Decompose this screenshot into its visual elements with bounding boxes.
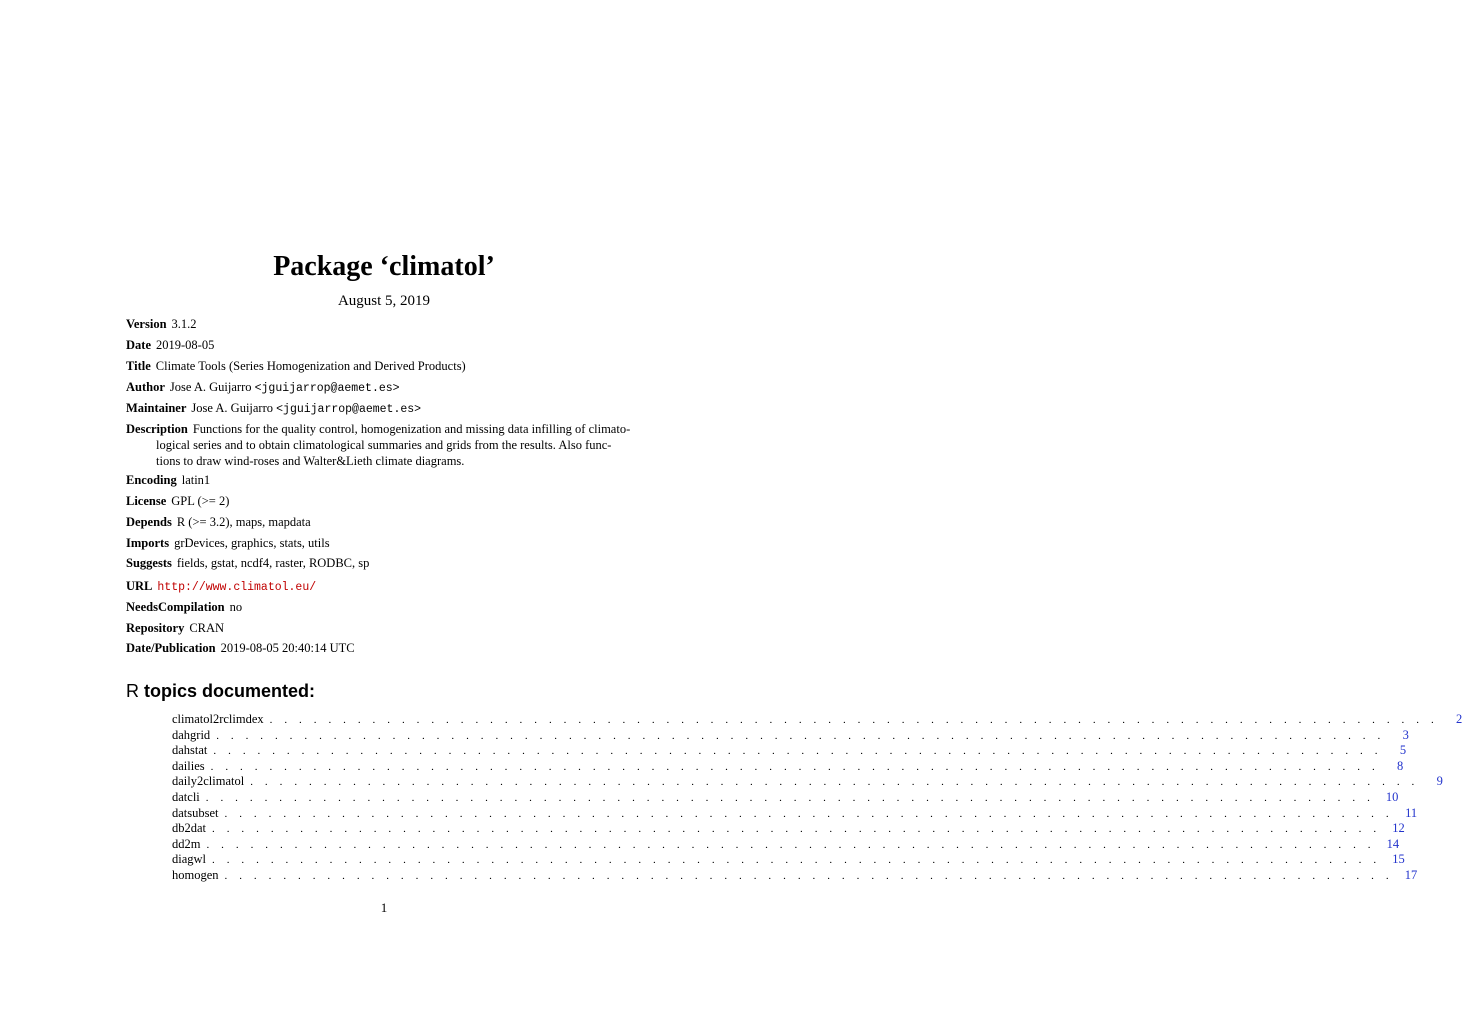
toc-entry-page[interactable]: 2 <box>1456 712 1462 726</box>
toc-entry-page[interactable]: 12 <box>1392 821 1405 836</box>
section-title-text: topics documented: <box>144 681 316 701</box>
toc-entry-page[interactable]: 3 <box>1402 727 1409 742</box>
field-maintainer <box>126 400 646 418</box>
toc-entry-page[interactable]: 8 <box>1397 758 1404 773</box>
page-title: Package ‘climatol’ <box>273 251 495 282</box>
field-imports <box>126 535 646 551</box>
field-value: fields, gstat, ncdf4, raster, RODBC, sp <box>176 556 370 570</box>
field-value: Climate Tools (Series Homogenization and Derived Products) <box>155 359 466 373</box>
description-line: logical series and to obtain climatological summaries and grids from the results. Also func- <box>156 438 612 452</box>
field-value: GPL (>= 2) <box>171 494 230 508</box>
toc-entry-name[interactable]: datcli <box>172 790 200 804</box>
field-key: Repository <box>126 621 185 635</box>
toc-entry-name[interactable]: diagwl <box>172 852 207 867</box>
page-date: August 5, 2019 <box>337 293 431 309</box>
field-date <box>126 337 646 353</box>
toc-entry-name[interactable]: db2dat <box>172 821 207 836</box>
section-title <box>126 680 315 702</box>
field-key: Author <box>126 380 165 394</box>
field-value: latin1 <box>181 473 211 487</box>
field-date-publication <box>126 640 646 656</box>
toc-entry-page[interactable]: 5 <box>1399 743 1407 758</box>
field-suggests <box>126 555 646 571</box>
field-author <box>126 379 646 397</box>
field-value: grDevices, graphics, stats, utils <box>174 536 330 550</box>
toc-leader-dots: . . . . . . . . . . . . . . . . . . . . . . . . . . . . . . . . . . . . . . . . . . . . . . . . . . . . . . . . . . . . . . . . . . . . . . . . . . . . . . . . <box>216 729 1385 742</box>
toc-entry-page[interactable]: 10 <box>1385 790 1399 804</box>
field-value: 3.1.2 <box>171 317 197 331</box>
field-url <box>126 578 646 596</box>
toc-entry[interactable] <box>172 789 1399 805</box>
toc-entry[interactable] <box>172 851 1405 867</box>
field-value: Jose A. Guijarro <box>169 380 252 394</box>
toc-entry[interactable] <box>172 820 1405 836</box>
field-value: 2019-08-05 20:40:14 UTC <box>220 641 355 655</box>
field-value: CRAN <box>189 621 225 635</box>
field-key: Date <box>126 338 151 352</box>
field-key: Suggests <box>126 556 172 570</box>
field-key: Depends <box>126 515 172 529</box>
toc-entry[interactable] <box>172 836 1400 852</box>
field-key: Description <box>126 422 188 436</box>
page-number: 1 <box>380 900 388 915</box>
description-line: tions to draw wind-roses and Walter&Lieth climate diagrams. <box>156 454 465 468</box>
field-value: R (>= 3.2), maps, mapdata <box>176 515 311 529</box>
toc-leader-dots: . . . . . . . . . . . . . . . . . . . . . . . . . . . . . . . . . . . . . . . . . . . . . . . . . . . . . . . . . . . . . . . . . . . . . . . . . . . . . . . . <box>224 870 1394 882</box>
toc-leader-dots: . . . . . . . . . . . . . . . . . . . . . . . . . . . . . . . . . . . . . . . . . . . . . . . . . . . . . . . . . . . . . . . . . . . . . . . . . . . . . . . . <box>210 760 1380 773</box>
field-encoding <box>126 472 646 488</box>
url-link[interactable]: http://www.climatol.eu/ <box>157 581 317 594</box>
field-key: Title <box>126 359 151 373</box>
field-key: URL <box>126 579 153 593</box>
description-line: Functions for the quality control, homogenization and missing data infilling of climato- <box>192 422 631 436</box>
toc-entry-page[interactable]: 17 <box>1404 868 1418 882</box>
toc-entry-page[interactable]: 11 <box>1405 805 1418 820</box>
toc-entry[interactable] <box>172 711 1462 727</box>
toc-entry-name[interactable]: datsubset <box>172 805 219 820</box>
toc-entry-name[interactable]: dahstat <box>172 743 208 758</box>
author-email: <jguijarrop@aemet.es> <box>254 382 400 395</box>
toc-entry[interactable] <box>172 758 1404 774</box>
field-key: Date/Publication <box>126 641 216 655</box>
field-key: Encoding <box>126 473 177 487</box>
field-key: Maintainer <box>126 401 187 415</box>
r-prefix: R <box>126 681 139 701</box>
field-license <box>126 493 646 509</box>
field-value: Jose A. Guijarro <box>191 401 274 415</box>
toc-entry-name[interactable]: dailies <box>172 758 205 773</box>
toc-leader-dots: . . . . . . . . . . . . . . . . . . . . . . . . . . . . . . . . . . . . . . . . . . . . . . . . . . . . . . . . . . . . . . . . . . . . . . . . . . . . . . . . <box>205 792 1375 804</box>
toc-entry-name[interactable]: daily2climatol <box>172 774 245 789</box>
field-key: NeedsCompilation <box>126 600 225 614</box>
toc-entry-name[interactable]: climatol2rclimdex <box>172 712 264 726</box>
toc-entry-page[interactable]: 9 <box>1436 774 1443 789</box>
field-title <box>126 358 646 374</box>
field-description <box>126 421 646 469</box>
field-key: Imports <box>126 536 170 550</box>
field-repository <box>126 620 646 636</box>
toc-leader-dots: . . . . . . . . . . . . . . . . . . . . . . . . . . . . . . . . . . . . . . . . . . . . . . . . . . . . . . . . . . . . . . . . . . . . . . . . . . . . . . . . <box>206 838 1376 851</box>
toc-entry-page[interactable]: 14 <box>1386 836 1400 851</box>
field-depends <box>126 514 646 530</box>
maintainer-email: <jguijarrop@aemet.es> <box>276 403 422 416</box>
toc-entry[interactable] <box>172 805 1418 821</box>
field-version <box>126 316 646 332</box>
toc-leader-dots: . . . . . . . . . . . . . . . . . . . . . . . . . . . . . . . . . . . . . . . . . . . . . . . . . . . . . . . . . . . . . . . . . . . . . . . . . . . . . . . . <box>212 854 1381 867</box>
toc-leader-dots: . . . . . . . . . . . . . . . . . . . . . . . . . . . . . . . . . . . . . . . . . . . . . . . . . . . . . . . . . . . . . . . . . . . . . . . . . . . . . . . . <box>224 807 1394 820</box>
field-value: no <box>229 600 243 614</box>
toc-entry-page[interactable]: 15 <box>1392 852 1405 867</box>
toc-entry[interactable] <box>172 773 1443 789</box>
toc-leader-dots: . . . . . . . . . . . . . . . . . . . . . . . . . . . . . . . . . . . . . . . . . . . . . . . . . . . . . . . . . . . . . . . . . . . . . . . . . . . . . . . . <box>250 776 1419 789</box>
toc-entry-name[interactable]: dahgrid <box>172 727 211 742</box>
toc-entry-name[interactable]: homogen <box>172 868 219 882</box>
toc-leader-dots: . . . . . . . . . . . . . . . . . . . . . . . . . . . . . . . . . . . . . . . . . . . . . . . . . . . . . . . . . . . . . . . . . . . . . . . . . . . . . . . . <box>213 745 1383 758</box>
toc-leader-dots: . . . . . . . . . . . . . . . . . . . . . . . . . . . . . . . . . . . . . . . . . . . . . . . . . . . . . . . . . . . . . . . . . . . . . . . . . . . . . . . . <box>269 714 1439 726</box>
toc-entry[interactable] <box>172 727 1409 743</box>
field-key: License <box>126 494 167 508</box>
field-value: 2019-08-05 <box>156 338 215 352</box>
field-needs-compilation <box>126 599 646 615</box>
toc-leader-dots: . . . . . . . . . . . . . . . . . . . . . . . . . . . . . . . . . . . . . . . . . . . . . . . . . . . . . . . . . . . . . . . . . . . . . . . . . . . . . . . . <box>212 823 1381 836</box>
toc-entry[interactable] <box>172 867 1418 883</box>
toc-entry-name[interactable]: dd2m <box>172 836 201 851</box>
field-key: Version <box>126 317 167 331</box>
toc-entry[interactable] <box>172 742 1407 758</box>
